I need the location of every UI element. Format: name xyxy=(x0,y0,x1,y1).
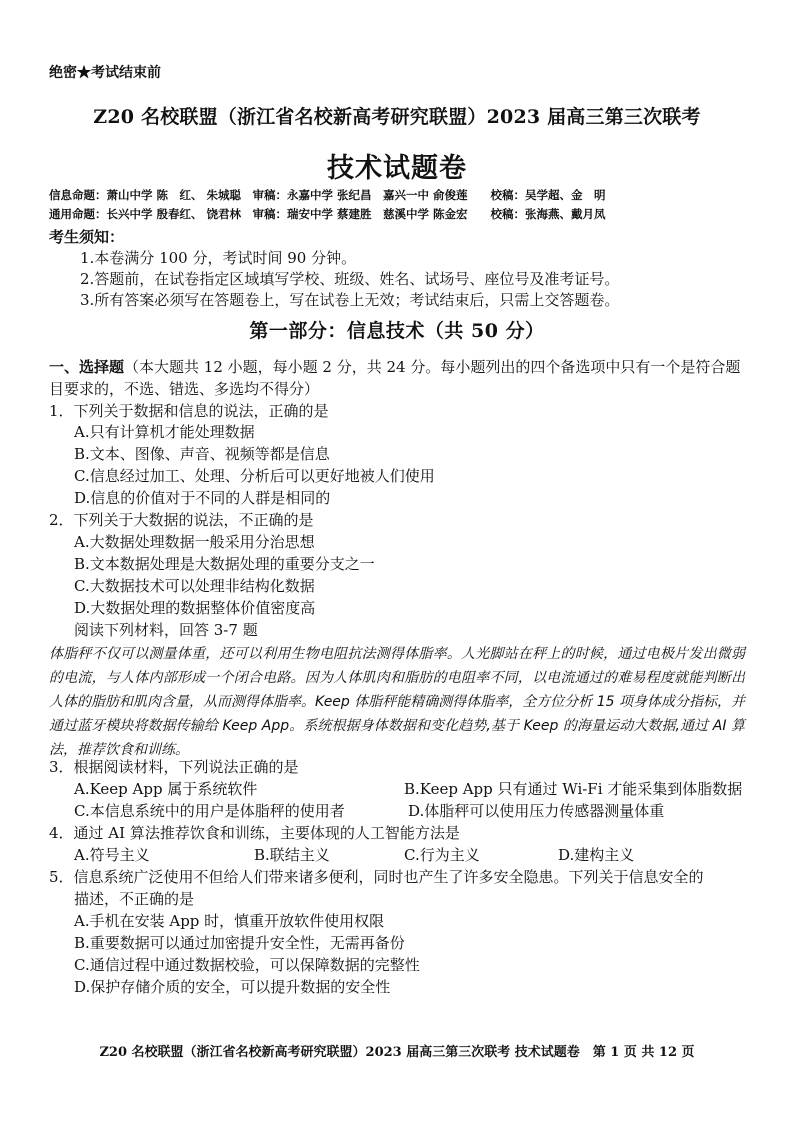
notice-title: 考生须知： xyxy=(49,228,125,246)
option: B.重要数据可以通过加密提升安全性，无需再备份 xyxy=(74,934,405,952)
credit-line-general: 通用命题：长兴中学 殷春红、 饶君林 审稿：瑞安中学 蔡建胜 慈溪中学 陈金宏 校稿：张海燕、戴月凤 xyxy=(49,207,606,221)
reading-passage: 体脂秤不仅可以测量体重，还可以利用生物电阻抗法测得体脂率。人光脚站在秤上的时候，通过电极片发出微弱的电流，与人体内部形成一个闭合电路。因为人体肌肉和脂肪的电阻率不同，以电流通过的难易程度就能判断出人体的脂肪和肌肉含量，从而测得体脂率。Keep 体脂秤能精确测得体脂率，全方位分析 15 项身体成分指标，并通过蓝牙模块将数据传输给 Keep App。系统根据身体数据和变化趋势,基于 Keep 的海量运动大数据,通过 AI 算法，推荐饮食和训练。 xyxy=(49,646,745,758)
option: A.符号主义 xyxy=(74,846,150,864)
question-stem: 5．信息系统广泛使用不但给人们带来诸多便利，同时也产生了许多安全隐患。下列关于信息安全的 xyxy=(49,868,704,886)
option: D.建构主义 xyxy=(558,846,635,864)
reading-instruction: 阅读下列材料，回答 3-7 题 xyxy=(74,621,258,639)
question-stem: 4．通过 AI 算法推荐饮食和训练，主要体现的人工智能方法是 xyxy=(49,824,460,842)
option: C.大数据技术可以处理非结构化数据 xyxy=(74,577,315,595)
option: C.行为主义 xyxy=(404,846,480,864)
option: D.体脂秤可以使用压力传感器测量体重 xyxy=(408,802,665,820)
page-footer: Z20 名校联盟（浙江省名校新高考研究联盟）2023 届高三第三次联考 技术试题卷 第 1 页 共 12 页 xyxy=(99,1045,695,1060)
option: B.文本、图像、声音、视频等都是信息 xyxy=(74,445,330,463)
question-stem: 2．下列关于大数据的说法，不正确的是 xyxy=(49,511,314,529)
option: B.文本数据处理是大数据处理的重要分支之一 xyxy=(74,555,375,573)
question-stem-continued: 描述，不正确的是 xyxy=(74,890,195,908)
part-title: 第一部分：信息技术（共 50 分） xyxy=(249,320,545,342)
option: A.只有计算机才能处理数据 xyxy=(74,423,255,441)
option: C.本信息系统中的用户是体脂秤的使用者 xyxy=(74,802,345,820)
option: A.手机在安装 App 时，慎重开放软件使用权限 xyxy=(74,912,385,930)
option: B.联结主义 xyxy=(254,846,330,864)
section-text: （本大题共 12 小题，每小题 2 分，共 24 分。每小题列出的四个备选项中只有一个是符合题目要求的，不选、错选、多选均不得分） xyxy=(49,358,741,398)
option: A.Keep App 属于系统软件 xyxy=(74,780,258,798)
question-stem: 3．根据阅读材料，下列说法正确的是 xyxy=(49,758,299,776)
credit-line-info: 信息命题：萧山中学 陈 红、 朱城聪 审稿：永嘉中学 张纪昌 嘉兴一中 俞俊莲 校稿：吴学超、金 明 xyxy=(49,188,606,202)
option: D.保护存储介质的安全，可以提升数据的安全性 xyxy=(74,978,391,996)
section-instructions xyxy=(49,356,749,400)
notice-item: 3.所有答案必须写在答题卷上，写在试卷上无效；考试结束后，只需上交答题卷。 xyxy=(80,291,620,309)
notice-item: 1.本卷满分 100 分，考试时间 90 分钟。 xyxy=(80,249,357,267)
question-stem: 1．下列关于数据和信息的说法，正确的是 xyxy=(49,402,329,420)
paper-subtitle: 技术试题卷 xyxy=(327,153,467,184)
option: D.信息的价值对于不同的人群是相同的 xyxy=(74,489,331,507)
section-label: 一、选择题 xyxy=(49,358,125,376)
option: A.大数据处理数据一般采用分治思想 xyxy=(74,533,315,551)
option: C.通信过程中通过数据校验，可以保障数据的完整性 xyxy=(74,956,420,974)
option: D.大数据处理的数据整体价值密度高 xyxy=(74,599,316,617)
confidential-label: 绝密★考试结束前 xyxy=(49,65,161,81)
notice-item: 2.答题前，在试卷指定区域填写学校、班级、姓名、试场号、座位号及准考证号。 xyxy=(80,270,620,288)
option: B.Keep App 只有通过 Wi-Fi 才能采集到体脂数据 xyxy=(404,780,743,798)
exam-title: Z20 名校联盟（浙江省名校新高考研究联盟）2023 届高三第三次联考 xyxy=(93,106,701,128)
option: C.信息经过加工、处理、分析后可以更好地被人们使用 xyxy=(74,467,435,485)
